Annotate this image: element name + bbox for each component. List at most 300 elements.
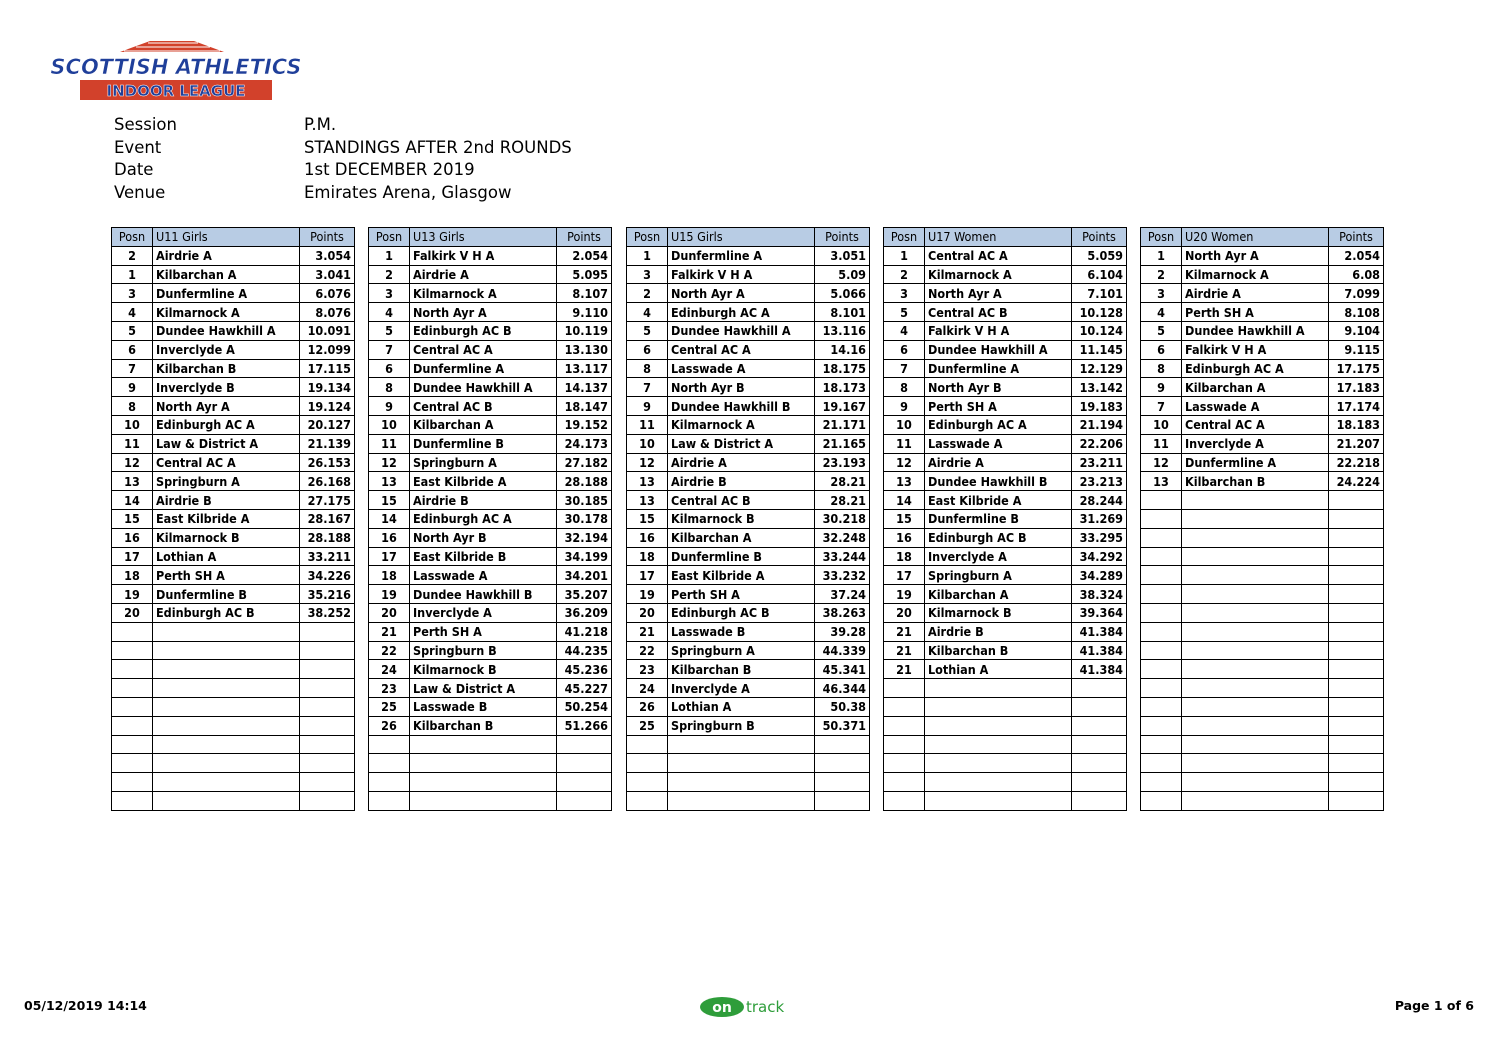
table-row [1141,697,1384,716]
table-row [112,509,355,528]
posn-cell: 20 [884,603,925,622]
team-cell [410,754,557,773]
table-row [112,547,355,566]
team-cell: Edinburgh AC A [668,303,815,322]
points-cell: 46.344 [815,679,870,698]
team-cell: Dundee Hawkhill B [410,585,557,604]
team-cell [1182,528,1329,547]
points-cell: 34.226 [300,566,355,585]
posn-cell [112,697,153,716]
posn-cell: 10 [369,415,410,434]
posn-cell: 2 [1141,265,1182,284]
table-row [884,246,1127,265]
team-cell: Central AC B [410,397,557,416]
team-cell: Inverclyde A [1182,434,1329,453]
posn-cell: 18 [884,547,925,566]
team-cell: Edinburgh AC A [1182,359,1329,378]
table-row [884,453,1127,472]
points-cell [1329,566,1384,585]
table-row [884,321,1127,340]
posn-cell: 21 [884,622,925,641]
points-cell: 27.182 [557,453,612,472]
posn-cell: 22 [369,641,410,660]
table-row [369,303,612,322]
points-cell: 23.213 [1072,472,1127,491]
posn-cell: 16 [884,528,925,547]
team-cell: Inverclyde A [153,340,300,359]
session-label: Session [114,115,177,134]
points-cell [1329,773,1384,792]
posn-cell [1141,754,1182,773]
table-row [369,716,612,735]
table-row [1141,622,1384,641]
team-cell: Lothian A [153,547,300,566]
team-cell: Dundee Hawkhill A [410,378,557,397]
team-cell: North Ayr A [153,397,300,416]
posn-cell [884,791,925,810]
team-cell: Perth SH A [925,397,1072,416]
team-cell: Kilbarchan B [925,641,1072,660]
points-cell: 32.194 [557,528,612,547]
team-cell [153,754,300,773]
team-cell: Inverclyde A [668,679,815,698]
points-cell [557,773,612,792]
posn-cell: 1 [884,246,925,265]
points-cell: 50.38 [815,697,870,716]
posn-cell: 11 [1141,434,1182,453]
posn-cell: 6 [1141,340,1182,359]
points-cell: 3.041 [300,265,355,284]
points-cell: 9.110 [557,303,612,322]
points-cell: 50.371 [815,716,870,735]
team-cell: Dunfermline A [925,359,1072,378]
table-row [884,735,1127,754]
team-cell: Kilmarnock A [925,265,1072,284]
team-cell: Edinburgh AC B [153,603,300,622]
team-cell [668,791,815,810]
team-cell [925,773,1072,792]
team-cell: Perth SH A [153,566,300,585]
posn-cell [1141,660,1182,679]
points-cell: 13.130 [557,340,612,359]
team-cell: Edinburgh AC A [410,509,557,528]
points-cell: 39.364 [1072,603,1127,622]
division-header: U11 Girls [153,228,300,247]
table-row [112,434,355,453]
table-row [112,415,355,434]
team-cell [1182,491,1329,510]
points-cell: 19.183 [1072,397,1127,416]
posn-cell [1141,547,1182,566]
posn-cell: 8 [1141,359,1182,378]
points-cell [815,735,870,754]
scottish-athletics-logo [24,38,328,104]
points-cell: 17.174 [1329,397,1384,416]
points-cell: 36.209 [557,603,612,622]
table-header-row [627,228,870,247]
posn-cell: 16 [112,528,153,547]
team-cell: Lothian A [668,697,815,716]
table-row [627,566,870,585]
table-row [627,303,870,322]
points-cell [300,716,355,735]
table-row [112,697,355,716]
table-row [369,453,612,472]
points-cell: 13.116 [815,321,870,340]
points-cell [1329,603,1384,622]
team-cell: Lasswade A [410,566,557,585]
team-cell: Kilmarnock A [668,415,815,434]
posn-cell: 24 [369,660,410,679]
team-cell: Falkirk V H A [410,246,557,265]
team-cell: Airdrie B [410,491,557,510]
posn-cell [369,791,410,810]
points-cell: 34.289 [1072,566,1127,585]
posn-header: Posn [884,228,925,247]
points-cell [1329,622,1384,641]
table-row [627,697,870,716]
team-cell: Edinburgh AC A [153,415,300,434]
points-cell [1072,735,1127,754]
posn-cell [1141,585,1182,604]
table-row [884,566,1127,585]
posn-cell [112,660,153,679]
points-cell: 30.178 [557,509,612,528]
ontrack-track-text: track [746,998,785,1016]
posn-cell: 7 [627,378,668,397]
team-cell [925,791,1072,810]
points-cell: 8.108 [1329,303,1384,322]
points-cell [1329,585,1384,604]
team-cell: East Kilbride A [153,509,300,528]
posn-cell [369,773,410,792]
points-cell: 21.171 [815,415,870,434]
points-cell: 38.252 [300,603,355,622]
posn-cell: 20 [112,603,153,622]
points-cell: 20.127 [300,415,355,434]
table-row [369,754,612,773]
points-cell: 9.104 [1329,321,1384,340]
points-cell: 22.206 [1072,434,1127,453]
posn-cell: 18 [627,547,668,566]
points-cell: 28.188 [557,472,612,491]
table-row [112,585,355,604]
points-cell: 9.115 [1329,340,1384,359]
points-cell [300,735,355,754]
table-row [369,340,612,359]
posn-header: Posn [369,228,410,247]
table-row [112,566,355,585]
team-cell: East Kilbride A [668,566,815,585]
points-cell: 27.175 [300,491,355,510]
points-cell [1329,754,1384,773]
points-cell [815,773,870,792]
table-row [112,791,355,810]
table-row [1141,754,1384,773]
table-row [884,603,1127,622]
table-row [627,434,870,453]
posn-cell: 10 [1141,415,1182,434]
ontrack-logo [700,995,800,1019]
points-cell: 5.059 [1072,246,1127,265]
table-row [884,660,1127,679]
table-row [627,585,870,604]
posn-cell: 4 [884,321,925,340]
points-cell [1329,697,1384,716]
posn-cell [884,716,925,735]
team-cell: Dundee Hawkhill B [668,397,815,416]
posn-cell: 6 [369,359,410,378]
posn-cell: 4 [1141,303,1182,322]
posn-cell: 15 [884,509,925,528]
posn-cell: 16 [627,528,668,547]
posn-cell: 1 [369,246,410,265]
posn-cell: 20 [627,603,668,622]
posn-cell: 13 [627,491,668,510]
posn-cell: 7 [369,340,410,359]
team-cell: Inverclyde B [153,378,300,397]
points-cell: 28.188 [300,528,355,547]
ontrack-on-text: on [712,1000,732,1016]
posn-cell: 7 [1141,397,1182,416]
table-row [884,716,1127,735]
standings-table-u15-girls [626,227,870,811]
posn-cell [1141,716,1182,735]
team-cell: Kilbarchan B [410,716,557,735]
posn-cell: 15 [369,491,410,510]
team-cell: Kilmarnock B [668,509,815,528]
posn-cell: 23 [369,679,410,698]
points-cell: 2.054 [1329,246,1384,265]
points-cell [1072,697,1127,716]
points-cell: 19.152 [557,415,612,434]
points-cell: 8.101 [815,303,870,322]
table-row [884,585,1127,604]
posn-cell [1141,509,1182,528]
points-cell: 21.139 [300,434,355,453]
standings-table-u11-girls [111,227,355,811]
team-cell: Dunfermline B [925,509,1072,528]
table-header-row [884,228,1127,247]
team-cell [925,754,1072,773]
table-row [627,716,870,735]
posn-cell: 12 [112,453,153,472]
posn-cell: 21 [884,641,925,660]
team-cell [1182,622,1329,641]
points-cell [1329,509,1384,528]
table-row [1141,378,1384,397]
posn-cell [1141,679,1182,698]
posn-cell: 17 [112,547,153,566]
table-header-row [369,228,612,247]
division-header: U15 Girls [668,228,815,247]
points-cell [1329,547,1384,566]
points-cell: 33.211 [300,547,355,566]
points-cell: 12.129 [1072,359,1127,378]
posn-cell: 23 [627,660,668,679]
points-cell: 21.194 [1072,415,1127,434]
team-cell [1182,773,1329,792]
page-number: Page 1 of 6 [1394,998,1474,1013]
team-cell [153,641,300,660]
table-row [112,378,355,397]
table-row [369,246,612,265]
table-row [884,284,1127,303]
posn-cell: 17 [627,566,668,585]
posn-cell: 14 [112,491,153,510]
team-cell [925,679,1072,698]
table-row [627,773,870,792]
table-row [369,378,612,397]
team-cell [1182,509,1329,528]
standings-table-u17-women [883,227,1127,811]
team-cell: Springburn A [925,566,1072,585]
team-cell: Dunfermline B [668,547,815,566]
team-cell [153,735,300,754]
team-cell: Law & District A [410,679,557,698]
team-cell [153,679,300,698]
table-row [369,491,612,510]
points-cell [1329,528,1384,547]
posn-cell: 3 [884,284,925,303]
table-row [369,321,612,340]
table-row [112,303,355,322]
table-row [369,397,612,416]
posn-cell: 11 [627,415,668,434]
table-row [1141,679,1384,698]
team-cell: Airdrie A [153,246,300,265]
posn-cell: 11 [884,434,925,453]
table-row [369,660,612,679]
team-cell: North Ayr A [410,303,557,322]
posn-cell [1141,697,1182,716]
posn-cell [112,622,153,641]
table-row [369,773,612,792]
table-row [112,641,355,660]
team-cell: Lasswade A [668,359,815,378]
team-cell [1182,679,1329,698]
team-cell: Kilmarnock A [1182,265,1329,284]
table-row [112,321,355,340]
team-cell [1182,716,1329,735]
team-cell [668,754,815,773]
posn-cell: 7 [112,359,153,378]
team-cell: Dundee Hawkhill A [1182,321,1329,340]
posn-cell: 3 [369,284,410,303]
points-cell [1329,679,1384,698]
team-cell: Springburn B [668,716,815,735]
team-cell: Kilmarnock A [153,303,300,322]
points-cell: 23.211 [1072,453,1127,472]
team-cell [1182,697,1329,716]
posn-cell: 12 [1141,453,1182,472]
posn-cell: 9 [884,397,925,416]
posn-cell: 18 [369,566,410,585]
date-label: Date [114,160,154,179]
table-row [112,754,355,773]
table-row [1141,415,1384,434]
points-cell [1329,716,1384,735]
table-header-row [1141,228,1384,247]
table-row [1141,585,1384,604]
points-cell [1072,773,1127,792]
team-cell: Airdrie B [925,622,1072,641]
team-cell: Perth SH A [410,622,557,641]
table-row [1141,660,1384,679]
posn-cell: 10 [884,415,925,434]
posn-header: Posn [112,228,153,247]
points-cell: 18.183 [1329,415,1384,434]
team-cell: Dundee Hawkhill A [925,340,1072,359]
team-cell: Central AC A [925,246,1072,265]
team-cell: Kilbarchan B [1182,472,1329,491]
team-cell: Central AC A [668,340,815,359]
table-row [627,359,870,378]
team-cell: Central AC B [925,303,1072,322]
table-row [112,716,355,735]
points-cell: 18.173 [815,378,870,397]
table-row [884,509,1127,528]
points-cell: 6.08 [1329,265,1384,284]
points-cell: 6.104 [1072,265,1127,284]
table-row [1141,547,1384,566]
print-timestamp: 05/12/2019 14:14 [24,998,147,1013]
team-cell: North Ayr A [925,284,1072,303]
team-cell: Airdrie B [153,491,300,510]
points-cell [300,660,355,679]
table-row [112,397,355,416]
points-cell [1329,735,1384,754]
points-header: Points [1072,228,1127,247]
posn-cell: 14 [884,491,925,510]
table-row [112,660,355,679]
table-row [369,547,612,566]
team-cell [925,735,1072,754]
team-cell: Central AC A [1182,415,1329,434]
table-row [112,246,355,265]
posn-cell: 2 [627,284,668,303]
posn-cell: 19 [627,585,668,604]
points-cell [1072,716,1127,735]
table-row [627,246,870,265]
posn-cell [112,641,153,660]
logo-graphic [24,38,328,104]
team-cell: Kilbarchan A [1182,378,1329,397]
posn-cell: 2 [112,246,153,265]
team-cell: Airdrie A [668,453,815,472]
posn-cell: 7 [884,359,925,378]
table-row [884,378,1127,397]
table-row [1141,528,1384,547]
team-cell: Edinburgh AC A [925,415,1072,434]
posn-cell [112,735,153,754]
points-cell: 34.292 [1072,547,1127,566]
posn-cell: 17 [369,547,410,566]
table-row [1141,246,1384,265]
posn-cell [884,735,925,754]
posn-cell [112,773,153,792]
table-row [369,622,612,641]
points-cell: 17.175 [1329,359,1384,378]
posn-cell: 13 [884,472,925,491]
posn-header: Posn [1141,228,1182,247]
points-cell: 21.165 [815,434,870,453]
points-cell: 8.076 [300,303,355,322]
posn-cell [884,697,925,716]
logo-line1: SCOTTISH ATHLETICS [50,55,302,79]
posn-cell: 20 [369,603,410,622]
table-row [1141,397,1384,416]
